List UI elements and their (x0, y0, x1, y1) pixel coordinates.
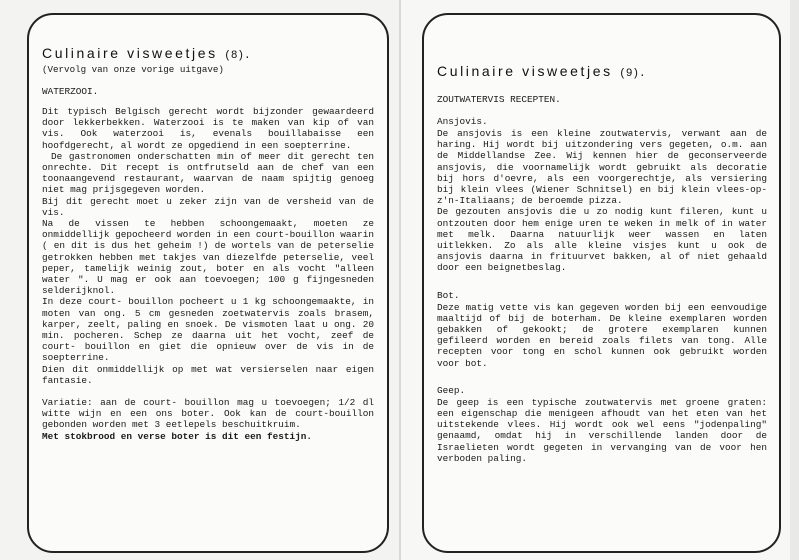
paragraph-closing: Met stokbrood en verse boter is dit een festijn. (42, 430, 313, 442)
paragraph: Dit typisch Belgisch gerecht wordt bijzonder gewaardeerd door lekkerbekken. Waterzooi is te maken van kip of van vis. Ook waterzooi is, evenals bouillabaisse een hoofdgerecht, al wordt ze opgediend in een soepterrine. (42, 106, 374, 151)
paragraph: Na de vissen te hebben schoongemaakt, moeten ze onmiddellijk gepocheerd worden in een court-bouillon waarin ( en dit is dus het geheim !) de wortels van de peterselie getrokken hebben met takjes van diezelfde peterselie, veel peper, tamelijk weinig zout, boter en als vocht "alleen water ". U mag er ook aan toevoegen; 100 g fijngesneden selderijknol. (42, 218, 374, 297)
left-article-body (42, 106, 374, 442)
paragraph: In deze court- bouillon pocheert u 1 kg schoongemaakte, in moten van ong. 5 cm gesneden zoetwatervis zoals brasem, karper, zeelt, paling en snoek. De vismoten laat u ong. 20 min. pocheren. Schep ze daarna uit het vocht, zeef de court- bouillon en giet die opnieuw over de vis in de soepterrine. (42, 296, 374, 364)
paragraph: Dien dit onmiddellijk op met wat versierselen naar eigen fantasie. (42, 363, 374, 386)
right-article-card (422, 13, 781, 553)
paragraph: Deze matig vette vis kan gegeven worden bij een eenvoudige maaltijd of bij de boterham. De kleine exemplaren worden gebakken of gekookt; de grotere exemplaren kunnen gefileerd worden en bereid zoals filets van tong. Alle recepten voor tong en schol kunnen ook gebruikt worden voor bot. (437, 301, 767, 369)
right-article-number: (9). (619, 68, 646, 80)
right-article-body (437, 116, 767, 464)
left-article-subtitle: (Vervolg van onze vorige uitgave) (42, 64, 224, 75)
subheading-ansjovis: Ansjovis. (437, 116, 488, 127)
left-article-title: Culinaire visweetjes (8). (42, 45, 251, 62)
paragraph: Bij dit gerecht moet u zeker zijn van de versheid van de vis. (42, 195, 374, 218)
paragraph-variation: Variatie: aan de court- bouillon mag u toevoegen; 1/2 dl witte wijn en een ons boter. Ook kan de court-bouillon gebonden worden met 3 eetlepels beschuitkruim. (42, 397, 374, 431)
subheading-bot: Bot. (437, 289, 460, 301)
paragraph: De ansjovis is een kleine zoutwatervis, verwant aan de haring. Hij wordt bij uitzondering vers gegeten, o.m. aan de Middellandse Zee. Wij kennen hier de geconserveerde ansjovis, die voornamelijk wordt gebruikt als decoratie bij hors d'oevre, als een voorgerechtje, als versiering bij klein vlees (Wiener Schnitsel) en bij klein vlees-op-z'n-Italiaans; de beroemde pizza. (437, 128, 767, 207)
page-edge (790, 0, 799, 560)
paragraph: De gezouten ansjovis die u zo nodig kunt fileren, kunt u ontzouten door hem enige uren te weken in melk of in water met melk. Daarna natuurlijk weer wassen en laten uitlekken. Zo als alle kleine visjes kunt u ook de ansjovis daarna in frituurvet bakken, al of niet gehaald door een beignetbeslag. (437, 206, 767, 274)
subheading-geep: Geep. (437, 384, 466, 396)
paragraph: De geep is een typische zoutwatervis met groene graten: een eigenschap die menigeen afhoudt van het eten van het uitstekende vlees. Hij wordt ook wel eens "jodenpaling" genaamd, omdat hij in verschillende landen door de Israelieten wordt gegeten in vervanging van de voor hen verboden paling. (437, 396, 767, 464)
paragraph: De gastronomen onderschatten min of meer dit gerecht ten onrechte. Dit recept is ontfrutseld aan de chef van een toonaangevend restaurant, waarvan de naam spijtig genoeg niet mag prijsgegeven worden. (42, 150, 374, 196)
right-article-title: Culinaire visweetjes (9). (437, 63, 646, 80)
section-heading-zoutwatervis: ZOUTWATERVIS RECEPTEN. (437, 94, 561, 105)
page-fold (399, 0, 401, 560)
left-article-number: (8). (224, 50, 251, 62)
section-heading-waterzooi: WATERZOOI. (42, 86, 99, 97)
left-article-card (27, 13, 389, 553)
